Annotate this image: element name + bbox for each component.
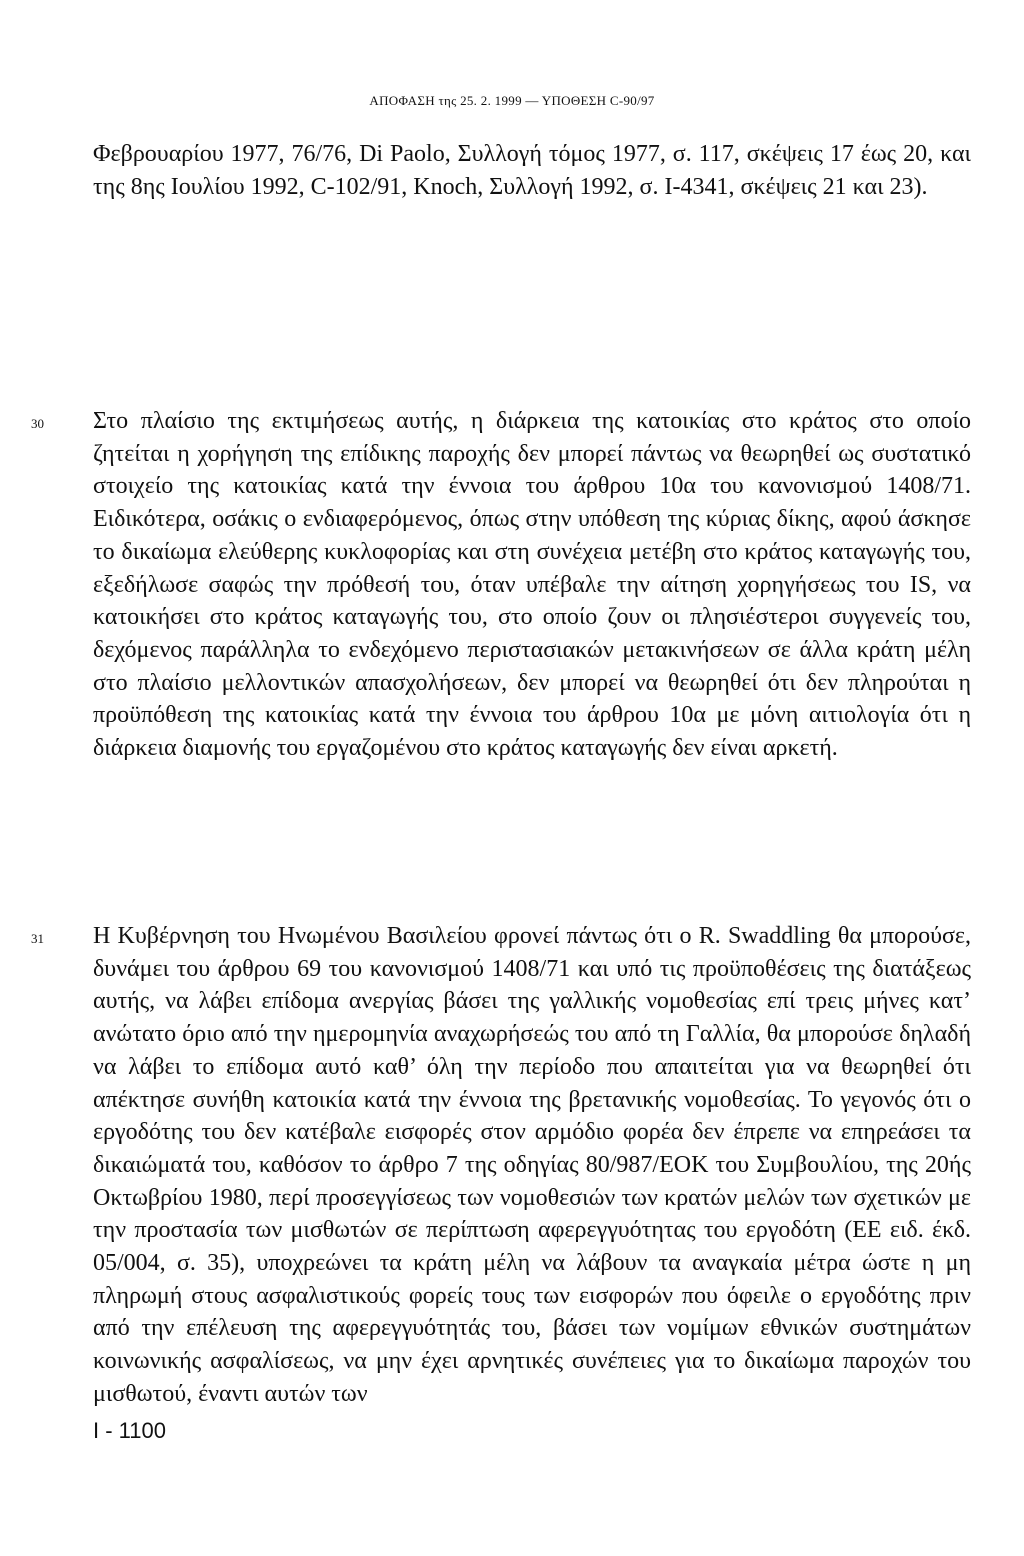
paragraph-30-text: Στο πλαίσιο της εκτιμήσεως αυτής, η διάρκεια της κατοικίας στο κράτος στο οποίο ζητείται η χορήγηση της επίδικης παροχής δεν μπορεί πάντως να θεωρηθεί ως συστατικό στοιχείο της κατοικίας κατά την έννοια του άρθρου 10α του κανονισμού 1408/71. Ειδικότερα, οσάκις ο ενδιαφερόμενος, όπως στην υπόθεση της κύριας δίκης, αφού άσκησε το δικαίωμα ελεύθερης κυκλοφορίας και στη συνέχεια μετέβη στο κράτος καταγωγής του, εξεδήλωσε σαφώς την πρόθεσή του, όταν υπέβαλε την αίτηση χορηγήσεως του IS, να κατοικήσει στο κράτος καταγωγής του, στο οποίο ζουν οι πλησιέστεροι συγγενείς του, δεχόμενος παράλληλα το ενδεχόμενο περιστασιακών μετακινήσεων σε άλλα κράτη μέλη στο πλαίσιο μελλοντικών απασχολήσεων, δεν μπορεί να θεωρηθεί ότι δεν πληρούται η προϋπόθεση της κατοικίας κατά την έννοια του άρθρου 10α με μόνη αιτιολογία ότι η διάρκεια διαμονής του εργαζομένου στο κράτος καταγωγής δεν είναι αρκετή. — [93, 408, 971, 762]
paragraph-30 — [93, 405, 971, 765]
continuation-paragraph — [93, 138, 971, 203]
paragraph-31 — [93, 920, 971, 1411]
page-number: I - 1100 — [93, 1418, 166, 1443]
paragraph-31-text: Η Κυβέρνηση του Ηνωμένου Βασιλείου φρονεί πάντως ότι ο R. Swaddling θα μπορούσε, δυνάμει του άρθρου 69 του κανονισμού 1408/71 και υπό τις προϋποθέσεις της διατάξεως αυτής, να λάβει επίδομα ανεργίας βάσει της γαλλικής νομοθεσίας επί τρεις μήνες κατ’ ανώτατο όριο από την ημερομηνία αναχωρήσεώς του από τη Γαλλία, θα μπορούσε δηλαδή να λάβει το επίδομα αυτό καθ’ όλη την περίοδο που απαιτείται για να θεωρηθεί ότι απέκτησε συνήθη κατοικία κατά την έννοια της βρετανικής νομοθεσίας. Το γεγονός ότι ο εργοδότης του δεν κατέβαλε εισφορές στον αρμόδιο φορέα δεν έπρεπε να επηρεάσει τα δικαιώματά του, καθόσον το άρθρο 7 της οδηγίας 80/987/ΕΟΚ του Συμβουλίου, της 20ής Οκτωβρίου 1980, περί προσεγγίσεως των νομοθεσιών των κρατών μελών των σχετικών με την προστασία των μισθωτών σε περίπτωση αφερεγγυότητας του εργοδότη (ΕΕ ειδ. έκδ. 05/004, σ. 35), υποχρεώνει τα κράτη μέλη να λάβουν τα αναγκαία μέτρα ώστε η μη πληρωμή στους ασφαλιστικούς φορείς τους των εισφορών που όφειλε ο εργοδότης πριν από την επέλευση της αφερεγγυότητάς του, βάσει των νομίμων εθνικών συστημάτων κοινωνικής ασφαλίσεως, να μην έχει αρνητικές συνέπειες για το δικαίωμα παροχών του μισθωτού, έναντι αυτών των — [93, 923, 971, 1407]
running-header: ΑΠΟΦΑΣΗ της 25. 2. 1999 — ΥΠΟΘΕΣΗ C-90/97 — [369, 93, 655, 108]
continuation-text: Φεβρουαρίου 1977, 76/76, Di Paolo, Συλλογή τόμος 1977, σ. 117, σκέψεις 17 έως 20, και της 8ης Ιουλίου 1992, C-102/91, Knoch, Συλλογή 1992, σ. Ι-4341, σκέψεις 21 και 23). — [93, 141, 971, 200]
paragraph-number-31: 31 — [31, 931, 44, 946]
paragraph-number-30: 30 — [31, 416, 44, 431]
